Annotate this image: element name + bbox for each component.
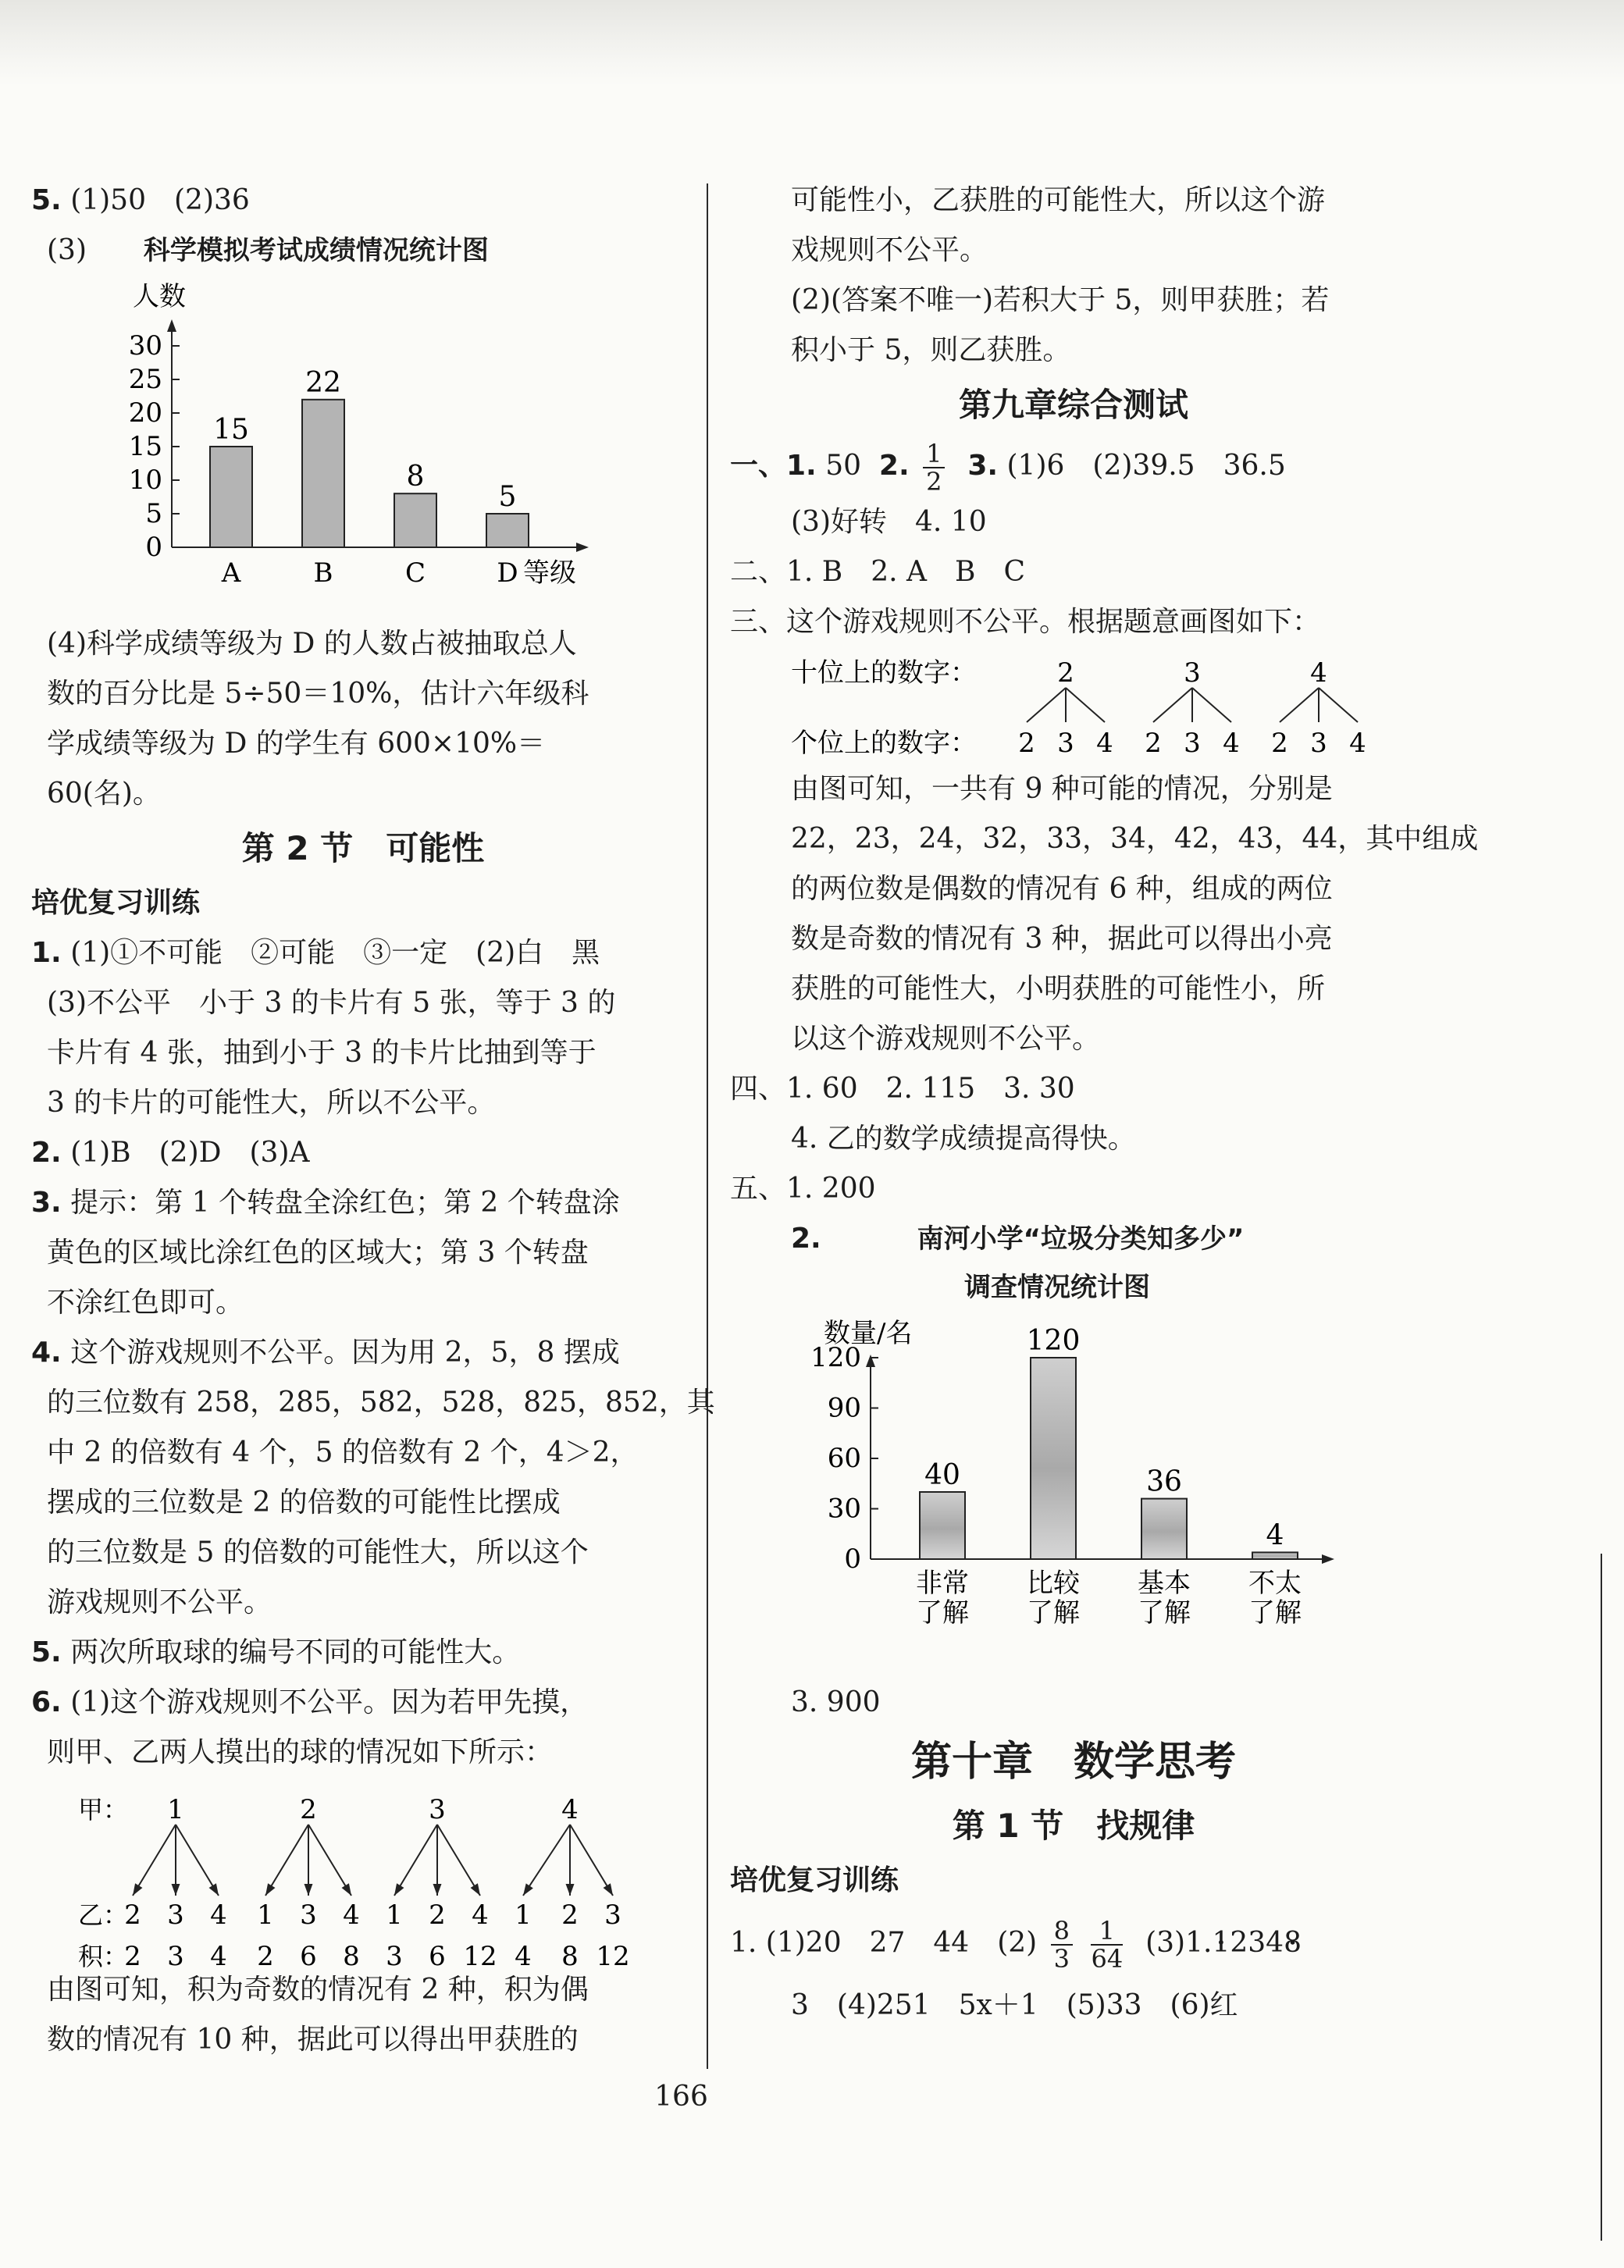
ones-digit-node: 3 — [1057, 728, 1074, 759]
tree-product-node: 6 — [300, 1941, 317, 1972]
section1-line: 一、1. 50 2. $\frac{1}{2}$ 3. (1)6 (2)39.5 36.5 — [730, 439, 1286, 497]
tree-product-node: 3 — [386, 1941, 403, 1972]
q4-line: 的三位数是 5 的倍数的可能性大，所以这个 — [47, 1536, 589, 1568]
digit-tree-branch — [1027, 688, 1066, 722]
tree-branch — [308, 1825, 351, 1896]
column-divider — [707, 183, 708, 2069]
page-number: 166 — [654, 2081, 708, 2113]
y-axis-label: 人数 — [133, 281, 186, 312]
y-tick-label: 10 — [128, 465, 162, 496]
ones-digit-node: 2 — [1018, 728, 1035, 759]
tree-arrowhead — [133, 1883, 142, 1896]
q2-line: 2. (1)B (2)D (3)A — [31, 1137, 310, 1169]
digit-tree-branch — [1192, 688, 1231, 722]
tens-digit-node: 4 — [1310, 657, 1327, 689]
x-axis-arrow — [576, 543, 589, 552]
category-label: 了解 — [1138, 1597, 1191, 1629]
tree-child-node: 3 — [167, 1899, 184, 1931]
q5-answers: 5. (1)50 (2)36 — [31, 184, 250, 216]
fraction-eight-thirds: $\frac{8}{3}$ — [1051, 1917, 1073, 1972]
digit-tree-branch — [1319, 688, 1358, 722]
section3-line: 获胜的可能性大，小明获胜的可能性小，所 — [791, 973, 1326, 1005]
section5-line: 五、1. 200 — [730, 1173, 876, 1205]
tree-product-node: 4 — [210, 1941, 227, 1972]
q5-4-line: 学成绩等级为 D 的学生有 600×10%＝ — [47, 728, 546, 760]
tree-product-node: 4 — [515, 1941, 532, 1972]
draw-tree-diagram — [31, 1778, 671, 1972]
section3-intro: 三、这个游戏规则不公平。根据题意画图如下： — [730, 606, 1321, 638]
bar-value-label: 15 — [213, 414, 249, 446]
tree-child-node: 2 — [429, 1899, 446, 1931]
q1-line: 3 的卡片的可能性大，所以不公平。 — [47, 1087, 496, 1119]
y-tick-label: 15 — [128, 431, 162, 462]
tree-child-node: 2 — [561, 1899, 579, 1931]
section3-line: 的两位数是偶数的情况有 6 种，组成的两位 — [791, 873, 1333, 905]
tree-branch — [570, 1825, 613, 1896]
q6-tail-line: 由图可知，积为奇数的情况有 2 种，积为偶 — [47, 1974, 589, 2006]
tree-product-node: 2 — [124, 1941, 141, 1972]
bar-value-label: 120 — [1026, 1325, 1081, 1357]
tree-child-node: 4 — [210, 1899, 227, 1931]
q4-line: 摆成的三位数是 2 的倍数的可能性比摆成 — [47, 1486, 561, 1519]
repeating-dot-end: • 8 — [1284, 1927, 1302, 1959]
tree-child-node: 1 — [515, 1899, 532, 1931]
q1-line: 1. (1)①不可能 ②可能 ③一定 (2)白 黑 — [31, 937, 600, 969]
bar-value-label: 40 — [924, 1459, 960, 1491]
q5-4-line: 60(名)。 — [47, 778, 161, 810]
continued-line: 积小于 5，则乙获胜。 — [791, 334, 1071, 366]
digit-tree-diagram — [730, 647, 1417, 764]
tree-product-node: 8 — [561, 1941, 579, 1972]
section1-line2: (3)好转 4. 10 — [791, 506, 987, 538]
tree-branch — [394, 1825, 437, 1896]
bar — [1031, 1358, 1076, 1559]
tens-digit-node: 2 — [1057, 657, 1074, 689]
chart1-title: 科学模拟考试成绩情况统计图 — [143, 235, 489, 266]
chart2-bar-chart — [730, 1311, 1417, 1678]
tree-branch — [176, 1825, 219, 1896]
tree-arrowhead — [394, 1883, 404, 1896]
tree-arrowhead — [433, 1884, 442, 1896]
q5b-line: 5. 两次所取球的编号不同的可能性大。 — [31, 1636, 521, 1668]
y-tick-label: 90 — [827, 1392, 861, 1424]
q4-line: 中 2 的倍数有 4 个，5 的倍数有 2 个，4＞2， — [47, 1437, 639, 1469]
chart1-heading: (3) 科学模拟考试成绩情况统计图 — [47, 234, 489, 266]
continued-line: 戏规则不公平。 — [791, 234, 988, 266]
tree-arrowhead — [604, 1883, 613, 1896]
tree-arrowhead — [471, 1883, 480, 1896]
ones-digit-node: 2 — [1145, 728, 1162, 759]
chart2-title-line2: 调查情况统计图 — [964, 1272, 1150, 1303]
bar-value-label: 36 — [1146, 1465, 1182, 1498]
tree-arrowhead — [342, 1883, 351, 1896]
q3-line: 3. 提示：第 1 个转盘全涂红色；第 2 个转盘涂 — [31, 1187, 620, 1219]
bar — [486, 514, 529, 547]
tree-product-node: 3 — [167, 1941, 184, 1972]
section3-line: 22，23，24，32，33，34，42，43，44，其中组成 — [791, 823, 1479, 855]
ones-digit-node: 4 — [1223, 728, 1240, 759]
section5-q3: 3. 900 — [791, 1686, 881, 1718]
section2-title: 第 2 节 可能性 — [241, 829, 485, 867]
y-tick-label: 60 — [827, 1443, 861, 1474]
q3-line: 黄色的区域比涂红色的区域大；第 3 个转盘 — [47, 1237, 589, 1269]
bar — [210, 447, 252, 547]
q5-4-line: (4)科学成绩等级为 D 的人数占被抽取总人 — [47, 628, 577, 660]
bar — [920, 1492, 965, 1559]
continued-line: 可能性小，乙获胜的可能性大，所以这个游 — [791, 184, 1326, 216]
category-label: 基本 — [1138, 1568, 1191, 1599]
category-label: A — [221, 557, 241, 589]
chart2-title-line1: 南河小学“垃圾分类知多少” — [917, 1223, 1245, 1255]
y-tick-label: 5 — [145, 498, 162, 529]
tree-child-node: 1 — [257, 1899, 274, 1931]
tree-parent-node: 3 — [429, 1794, 446, 1825]
section2-line: 二、1. B 2. A B C — [730, 556, 1026, 588]
y-axis-arrow — [167, 319, 176, 332]
ones-digit-node: 3 — [1310, 728, 1327, 759]
q3-line: 不涂红色即可。 — [47, 1287, 244, 1319]
category-label: 了解 — [1027, 1597, 1080, 1629]
fraction-one-half: $\frac{1}{2}$ — [923, 440, 945, 495]
tree-branch — [523, 1825, 570, 1896]
ones-digit-node: 4 — [1096, 728, 1113, 759]
tree-product-node: 12 — [463, 1941, 497, 1972]
chart2-heading: 2. 南河小学“垃圾分类知多少” — [791, 1223, 1245, 1255]
y-axis-label: 数量/名 — [824, 1318, 913, 1349]
continued-line: (2)(答案不唯一)若积大于 5，则甲获胜；若 — [791, 284, 1330, 316]
y-tick-label: 0 — [844, 1543, 861, 1575]
section3-line: 数是奇数的情况有 3 种，据此可以得出小亮 — [791, 923, 1333, 955]
chart1-bar-chart — [31, 276, 671, 619]
section4-q4: 4. 乙的数学成绩提高得快。 — [791, 1123, 1136, 1155]
category-label: 了解 — [916, 1597, 969, 1629]
section3-line: 以这个游戏规则不公平。 — [791, 1023, 1101, 1055]
chapter10-training-heading: 培优复习训练 — [730, 1864, 899, 1896]
section3-line: 由图可知，一共有 9 种可能的情况，分别是 — [791, 773, 1333, 805]
y-tick-label: 20 — [128, 397, 162, 429]
category-label: C — [404, 557, 426, 589]
bar-value-label: 5 — [498, 481, 517, 513]
y-axis-arrow — [866, 1355, 875, 1367]
category-label: 不太 — [1248, 1568, 1302, 1599]
q4-line: 游戏规则不公平。 — [47, 1586, 272, 1618]
tree-arrowhead — [172, 1884, 180, 1896]
tree-product-node: 12 — [596, 1941, 630, 1972]
y-tick-label: 120 — [810, 1342, 861, 1373]
bar — [1252, 1552, 1298, 1559]
category-label: 了解 — [1248, 1597, 1302, 1629]
scan-top-shadow — [0, 0, 1624, 86]
tree-row-label: 甲： — [78, 1795, 129, 1825]
tree-row-label: 乙： — [78, 1900, 129, 1930]
right-column — [730, 176, 1479, 2031]
q5-4-line: 数的百分比是 5÷50＝10%，估计六年级科 — [47, 678, 589, 710]
section4-line: 四、1. 60 2. 115 3. 30 — [730, 1073, 1075, 1105]
tree-arrowhead — [566, 1884, 575, 1896]
right-edge-rule — [1601, 1554, 1602, 2241]
ones-digit-label: 个位上的数字： — [791, 728, 977, 759]
ones-digit-node: 2 — [1271, 728, 1288, 759]
bar — [302, 400, 344, 547]
q1-line: 卡片有 4 张，抽到小于 3 的卡片比抽到等于 — [47, 1037, 597, 1069]
tree-child-node: 1 — [386, 1899, 403, 1931]
bar — [394, 493, 436, 547]
bar — [1141, 1499, 1187, 1559]
tree-product-node: 6 — [429, 1941, 446, 1972]
bar-value-label: 4 — [1266, 1519, 1284, 1552]
y-tick-label: 25 — [128, 364, 162, 395]
chapter10-section1-title: 第 1 节 找规律 — [952, 1807, 1195, 1845]
training-heading: 培优复习训练 — [31, 887, 201, 919]
category-label: D — [497, 557, 518, 589]
q6-tail-line: 数的情况有 10 种，据此可以得出甲获胜的 — [47, 2024, 579, 2056]
tree-arrowhead — [265, 1883, 275, 1896]
y-tick-label: 30 — [128, 330, 162, 361]
tree-child-node: 3 — [300, 1899, 317, 1931]
tree-arrowhead — [304, 1884, 313, 1896]
tree-parent-node: 2 — [300, 1794, 317, 1825]
category-label: 比较 — [1027, 1568, 1080, 1599]
ones-digit-node: 3 — [1184, 728, 1201, 759]
x-axis-arrow — [1322, 1554, 1334, 1564]
q1-line: (3)不公平 小于 3 的卡片有 5 张，等于 3 的 — [47, 987, 616, 1019]
ones-digit-node: 4 — [1349, 728, 1366, 759]
tens-digit-label: 十位上的数字： — [791, 657, 977, 689]
tree-parent-node: 1 — [167, 1794, 184, 1825]
tree-branch — [265, 1825, 308, 1896]
chapter10-q1: 1. (1)20 27 44 (2) $\frac{8}{3}$ $\frac{1}{64}$ (3)1.• 1234• 8 — [730, 1906, 1417, 1981]
bar-value-label: 8 — [406, 461, 425, 493]
tree-arrowhead — [209, 1883, 219, 1896]
tree-branch — [437, 1825, 480, 1896]
tree-child-node: 4 — [343, 1899, 360, 1931]
tree-row-label: 积： — [78, 1942, 129, 1971]
tree-product-node: 2 — [257, 1941, 274, 1972]
tens-digit-node: 3 — [1184, 657, 1201, 689]
left-column — [31, 176, 715, 2065]
tree-parent-node: 4 — [561, 1794, 579, 1825]
chapter10-q1-line2: 3 (4)251 5x＋1 (5)33 (6)红 — [791, 1989, 1238, 2021]
x-axis-label: 等级 — [523, 557, 576, 589]
y-tick-label: 30 — [827, 1493, 861, 1525]
digit-tree-branch — [1280, 688, 1319, 722]
q6-line: 则甲、乙两人摸出的球的情况如下所示： — [47, 1736, 554, 1768]
digit-tree-branch — [1066, 688, 1105, 722]
repeating-dot-start: • 1 — [1212, 1927, 1230, 1959]
tree-child-node: 4 — [472, 1899, 489, 1931]
q4-line: 4. 这个游戏规则不公平。因为用 2，5，8 摆成 — [31, 1337, 620, 1369]
q4-line: 的三位数有 258，285，582，528，825，852，其 — [47, 1387, 715, 1419]
bar-value-label: 22 — [305, 366, 341, 399]
y-tick-label: 0 — [145, 532, 162, 563]
category-label: 非常 — [916, 1568, 969, 1599]
tree-branch — [133, 1825, 176, 1896]
fraction-one-sixty-fourth: $\frac{1}{64}$ — [1091, 1916, 1124, 1974]
tree-product-node: 8 — [343, 1941, 360, 1972]
tree-child-node: 3 — [604, 1899, 621, 1931]
chapter9-test-title: 第九章综合测试 — [958, 386, 1188, 424]
chapter10-title: 第十章 数学思考 — [910, 1739, 1236, 1786]
tree-child-node: 2 — [124, 1899, 141, 1931]
digit-tree-branch — [1153, 688, 1192, 722]
tree-arrowhead — [523, 1883, 533, 1896]
category-label: B — [313, 557, 333, 589]
q6-line: 6. (1)这个游戏规则不公平。因为若甲先摸， — [31, 1686, 589, 1718]
